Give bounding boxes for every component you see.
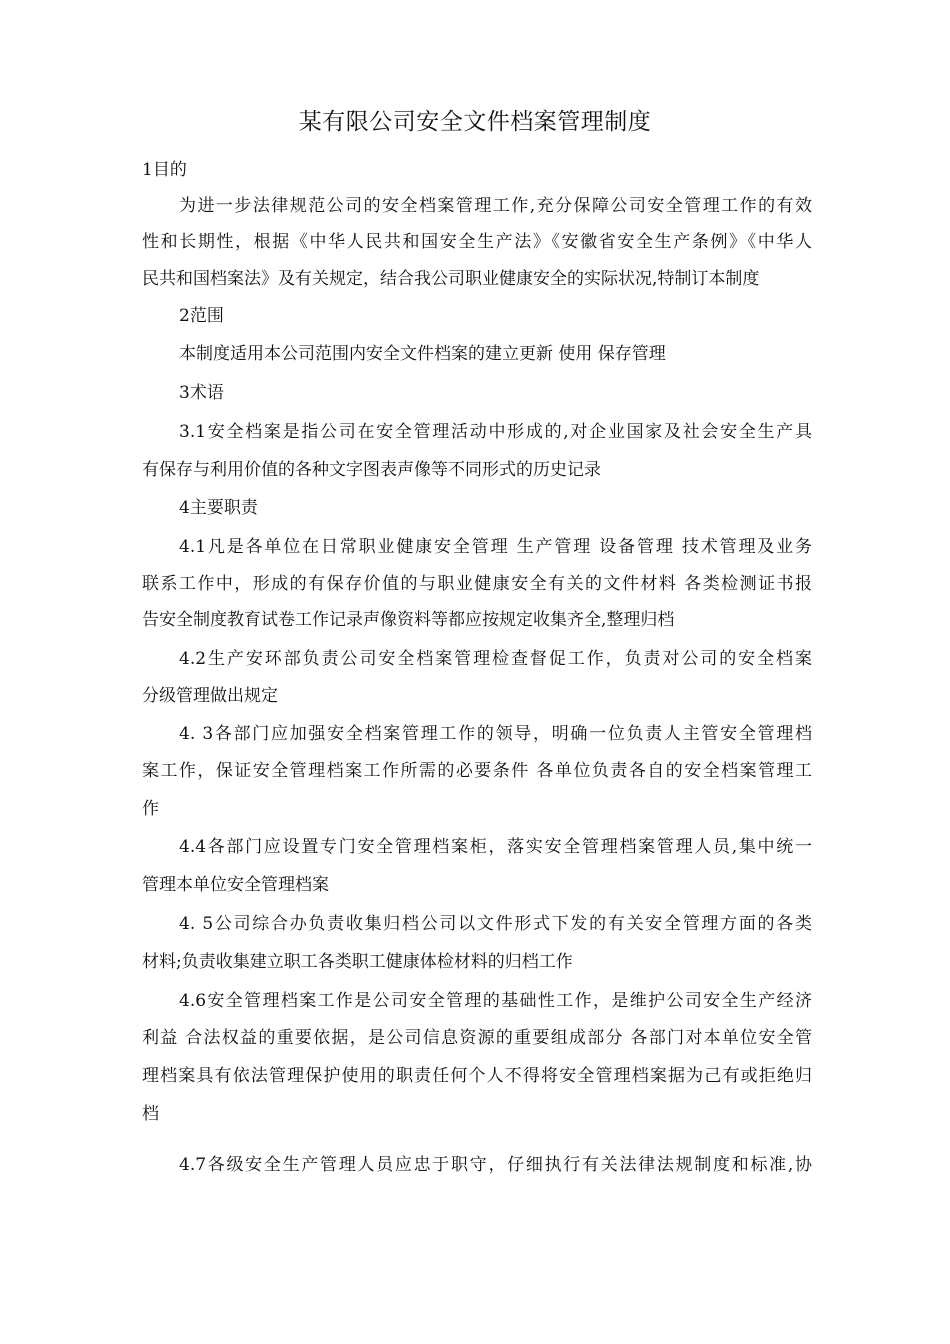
paragraph-line: 本制度适用本公司范围内安全文件档案的建立更新 使用 保存管理 [179, 344, 666, 364]
paragraph-line: 为进一步法律规范公司的安全档案管理工作,充分保障公司安全管理工作的有效 [179, 196, 812, 216]
paragraph-line: 性和长期性，根据《中华人民共和国安全生产法》《安徽省安全生产条例》《中华人 [142, 232, 812, 252]
paragraph-line: 理档案具有依法管理保护使用的职责任何个人不得将安全管理档案据为己有或拒绝归 [142, 1066, 812, 1086]
document-title: 某有限公司安全文件档案管理制度 [298, 109, 652, 135]
paragraph-line: 分级管理做出规定 [142, 686, 278, 706]
paragraph-line: 材料;负责收集建立职工各类职工健康体检材料的归档工作 [142, 952, 573, 972]
paragraph-line: 档 [142, 1104, 159, 1124]
paragraph-line: 4.6安全管理档案工作是公司安全管理的基础性工作，是维护公司安全生产经济 [179, 991, 812, 1011]
paragraph-line: 管理本单位安全管理档案 [142, 875, 329, 895]
section-heading-scope: 2范围 [179, 306, 224, 326]
paragraph-line: 4. 3各部门应加强安全档案管理工作的领导，明确一位负责人主管安全管理档 [179, 724, 812, 744]
paragraph-line: 4. 5公司综合办负责收集归档公司以文件形式下发的有关安全管理方面的各类 [179, 914, 812, 934]
paragraph-line: 作 [142, 799, 159, 819]
paragraph-line: 4.4各部门应设置专门安全管理档案柜，落实安全管理档案管理人员,集中统一 [179, 837, 812, 857]
paragraph-line: 4.7各级安全生产管理人员应忠于职守，仔细执行有关法律法规制度和标准,协 [179, 1155, 812, 1175]
section-heading-duties: 4主要职责 [179, 498, 258, 518]
paragraph-line: 3.1安全档案是指公司在安全管理活动中形成的,对企业国家及社会安全生产具 [179, 422, 812, 442]
paragraph-line: 告安全制度教育试卷工作记录声像资料等都应按规定收集齐全,整理归档 [142, 610, 675, 630]
section-heading-purpose: 1目的 [142, 160, 187, 180]
paragraph-line: 民共和国档案法》及有关规定，结合我公司职业健康安全的实际状况,特制订本制度 [142, 269, 760, 289]
paragraph-line: 4.1凡是各单位在日常职业健康安全管理 生产管理 设备管理 技术管理及业务 [179, 537, 812, 557]
paragraph-line: 联系工作中，形成的有保存价值的与职业健康安全有关的文件材料 各类检测证书报 [142, 574, 812, 594]
section-heading-terms: 3术语 [179, 383, 224, 403]
paragraph-line: 4.2生产安环部负责公司安全档案管理检查督促工作，负责对公司的安全档案 [179, 649, 812, 669]
paragraph-line: 利益 合法权益的重要依据，是公司信息资源的重要组成部分 各部门对本单位安全管 [142, 1028, 812, 1048]
paragraph-line: 案工作，保证安全管理档案工作所需的必要条件 各单位负责各自的安全档案管理工 [142, 761, 812, 781]
paragraph-line: 有保存与利用价值的各种文字图表声像等不同形式的历史记录 [142, 460, 601, 480]
